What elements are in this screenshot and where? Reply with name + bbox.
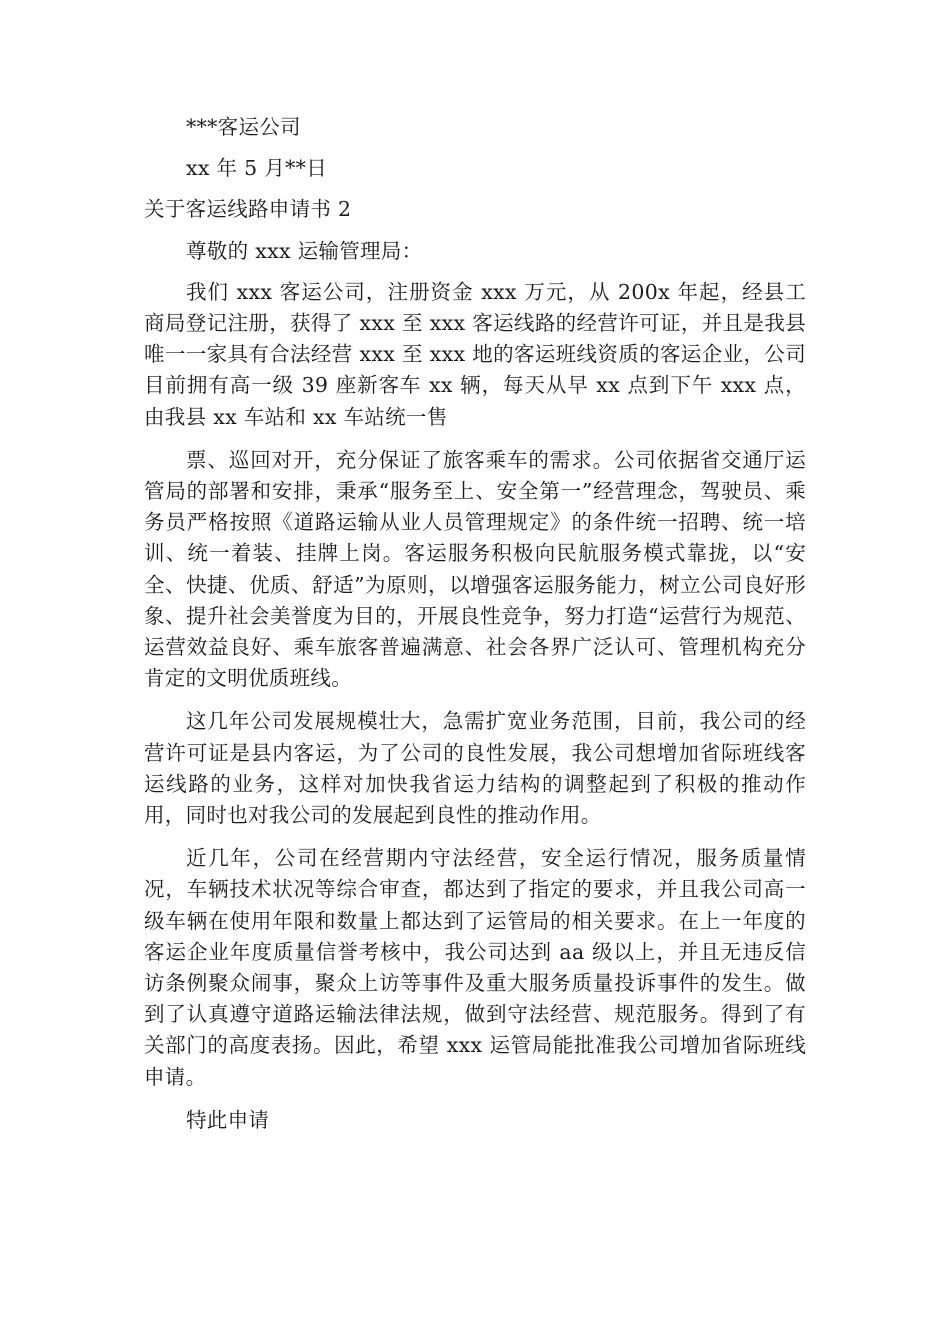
document-page	[144, 112, 806, 1136]
document-title: 关于客运线路申请书 2	[144, 197, 352, 222]
paragraph-4: 近几年，公司在经营期内守法经营，安全运行情况，服务质量情况，车辆技术状况等综合审查，都达到了指定的要求，并且我公司高一级车辆在使用年限和数量上都达到了运管局的相关要求。在上一年度的客运企业年度质量信誉考核中，我公司达到 aa 级以上，并且无违反信访条例聚众闹事，聚众上访等事件及重大服务质量投诉事件的发生。做到了认真遵守道路运输法律法规，做到守法经营、规范服务。得到了有关部门的高度表扬。因此，希望 xxx 运管局能批准我公司增加省际班线申请。	[144, 846, 806, 1089]
paragraph-1: 我们 xxx 客运公司，注册资金 xxx 万元，从 200x 年起，经县工商局登记注册，获得了 xxx 至 xxx 客运线路的经营许可证，并且是我县唯一一家具有合法经营 xxx 至 xxx 地的客运班线资质的客运企业，公司目前拥有高一级 39 座新客车 xx 辆，每天从早 xx 点到下午 xxx 点，由我县 xx 车站和 xx 车站统一售	[144, 279, 806, 429]
paragraph-3: 这几年公司发展规模壮大，急需扩宽业务范围，目前，我公司的经营许可证是县内客运，为了公司的良性发展，我公司想增加省际班线客运线路的业务，这样对加快我省运力结构的调整起到了积极的推动作用，同时也对我公司的发展起到良性的推动作用。	[144, 709, 806, 828]
company-signature: ***客运公司	[186, 115, 301, 139]
document-date: xx 年 5 月**日	[186, 156, 328, 181]
salutation: 尊敬的 xxx 运输管理局：	[186, 238, 423, 263]
paragraph-2: 票、巡回对开，充分保证了旅客乘车的需求。公司依据省交通厅运管局的部署和安排，秉承“服务至上、安全第一”经营理念，驾驶员、乘务员严格按照《道路运输从业人员管理规定》的条件统一招聘、统一培训、统一着装、挂牌上岗。客运服务积极向民航服务模式靠拢，以“安全、快捷、优质、舒适”为原则，以增强客运服务能力，树立公司良好形象、提升社会美誉度为目的，开展良性竞争，努力打造“运营行为规范、运营效益良好、乘车旅客普遍满意、社会各界广泛认可、管理机构充分肯定的文明优质班线。	[144, 447, 806, 691]
closing-phrase: 特此申请	[186, 1107, 270, 1132]
